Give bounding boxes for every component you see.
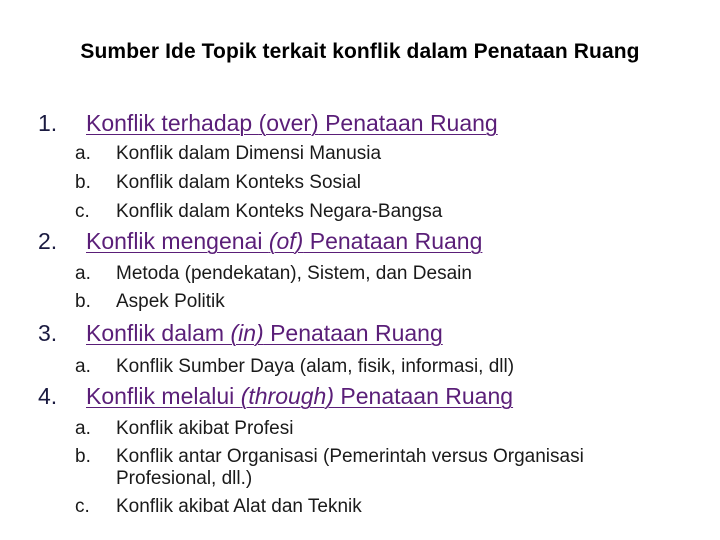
section-number: 3.: [38, 320, 58, 346]
section-1-heading: [38, 110, 498, 137]
label-text: Konflik melalui: [86, 383, 241, 409]
list-item: [75, 172, 361, 194]
item-letter: b.: [75, 446, 91, 467]
item-text: Konflik dalam Dimensi Manusia: [116, 143, 382, 164]
label-em: (through): [240, 383, 335, 409]
list-item: [75, 446, 584, 468]
slide-title: Sumber Ide Topik terkait konflik dalam Penataan Ruang: [80, 40, 640, 63]
label-text: Konflik terhadap: [86, 110, 259, 136]
item-letter: c.: [75, 496, 90, 517]
list-item: [75, 201, 442, 223]
item-text: Metoda (pendekatan), Sistem, dan Desain: [116, 263, 472, 284]
label-text: Penataan Ruang: [263, 320, 443, 346]
section-number: 1.: [38, 110, 58, 136]
section-label: [86, 228, 482, 254]
list-item: [75, 263, 472, 285]
section-3-heading: [38, 320, 443, 347]
label-text: Penataan Ruang: [318, 110, 498, 136]
list-item: [75, 143, 381, 165]
label-text: Penataan Ruang: [303, 228, 483, 254]
item-letter: c.: [75, 201, 90, 222]
item-letter: a.: [75, 263, 91, 284]
section-label: [86, 320, 443, 346]
label-text: Penataan Ruang: [334, 383, 514, 409]
item-text: Konflik dalam Konteks Sosial: [116, 172, 362, 193]
item-letter: b.: [75, 172, 91, 193]
list-item: [75, 356, 514, 378]
list-item-continuation: Profesional, dll.): [116, 468, 253, 489]
item-letter: a.: [75, 418, 91, 439]
label-em: (of): [268, 228, 304, 254]
item-text: Aspek Politik: [116, 291, 225, 312]
item-letter: a.: [75, 356, 91, 377]
list-item: [75, 291, 225, 313]
item-text: Konflik akibat Profesi: [116, 418, 294, 439]
section-2-heading: [38, 228, 482, 255]
item-text: Konflik antar Organisasi (Pemerintah versus Organisasi: [116, 446, 584, 467]
item-text: Konflik akibat Alat dan Teknik: [116, 496, 362, 517]
list-item: [75, 418, 293, 440]
section-number: 4.: [38, 383, 58, 409]
label-em: (in): [230, 320, 264, 346]
label-text: Konflik mengenai: [86, 228, 269, 254]
item-letter: b.: [75, 291, 91, 312]
section-label: [86, 110, 498, 136]
section-4-heading: [38, 383, 513, 410]
label-em: (over): [258, 110, 319, 136]
section-label: [86, 383, 513, 409]
item-text: Konflik Sumber Daya (alam, fisik, informasi, dll): [116, 356, 515, 377]
item-text: Konflik dalam Konteks Negara-Bangsa: [116, 201, 443, 222]
label-text: Konflik dalam: [86, 320, 231, 346]
list-item: [75, 496, 362, 518]
item-letter: a.: [75, 143, 91, 164]
section-number: 2.: [38, 228, 58, 254]
